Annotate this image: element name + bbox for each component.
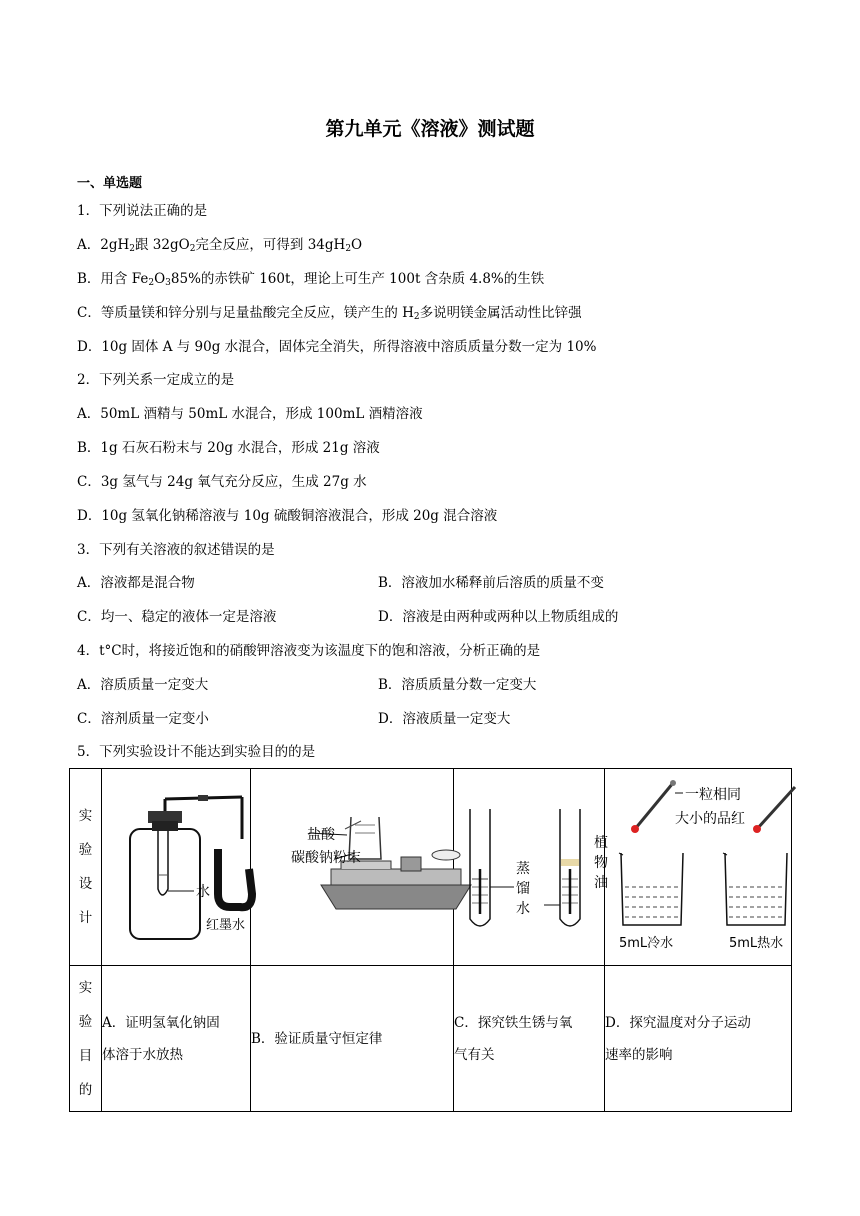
figure-c-test-tubes (454, 769, 608, 961)
q2-option-a: A．50mL 酒精与 50mL 水混合，形成 100mL 酒精溶液 (77, 406, 423, 422)
label-cold-water: 5mL冷水 (619, 936, 674, 951)
label-distilled-water-2: 馏 (516, 881, 530, 897)
figure-a-apparatus (102, 769, 251, 961)
figure-c-cell (454, 769, 608, 966)
purpose-d: D．探究温度对分子运动 速率的影响 (605, 966, 792, 1112)
label-plant-oil-3: 油 (594, 875, 608, 891)
q2-option-c: C．3g 氢气与 24g 氧气充分反应，生成 27g 水 (77, 474, 367, 490)
purpose-a: A．证明氢氧化钠固 体溶于水放热 (102, 966, 251, 1112)
label-red-dye-1: 一粒相同 (685, 787, 741, 803)
experiment-table (69, 768, 792, 1112)
q4-option-a: A．溶质质量一定变大 (77, 677, 209, 693)
label-water: 水 (196, 884, 210, 900)
purpose-b: B．验证质量守恒定律 (251, 966, 454, 1112)
q1-option-c: C．等质量镁和锌分别与足量盐酸完全反应，镁产生的 $H_2$多说明镁金属活动性比锌强 (77, 305, 582, 322)
row-label-purpose: 实 验 目 的 (70, 966, 102, 1112)
q4-option-b: B．溶质质量分数一定变大 (378, 677, 537, 693)
q3-option-c: C．均一、稳定的液体一定是溶液 (77, 609, 277, 625)
label-distilled-water-3: 水 (516, 901, 530, 917)
q1-stem: 1．下列说法正确的是 (77, 203, 208, 219)
label-red-ink: 红墨水 (206, 918, 246, 933)
label-red-dye-2: 大小的品红 (675, 811, 745, 827)
q1-option-a: A．$2gH_2$跟 $32gO_2$完全反应，可得到 $34gH_2O$ (77, 237, 363, 254)
q3-option-b: B．溶液加水稀释前后溶质的质量不变 (378, 575, 604, 591)
q3-option-d: D．溶液是由两种或两种以上物质组成的 (378, 609, 619, 625)
figure-d-cell (605, 769, 792, 966)
figure-a-cell (102, 769, 251, 966)
q4-stem: 4．t°C时，将接近饱和的硝酸钾溶液变为该温度下的饱和溶液，分析正确的是 (77, 643, 541, 659)
q2-stem: 2．下列关系一定成立的是 (77, 372, 235, 388)
q2-option-b: B．1g 石灰石粉末与 20g 水混合，形成 21g 溶液 (77, 440, 380, 456)
label-distilled-water-1: 蒸 (516, 861, 530, 877)
page-title: 第九单元《溶液》测试题 (325, 118, 535, 140)
label-hydrochloric-acid: 盐酸 (307, 827, 335, 843)
q5-stem: 5．下列实验设计不能达到实验目的的是 (77, 744, 316, 760)
purpose-c: C．探究铁生锈与氧 气有关 (454, 966, 605, 1112)
figure-d-beakers (605, 769, 792, 961)
q3-stem: 3．下列有关溶液的叙述错误的是 (77, 542, 275, 558)
figure-b-cell (251, 769, 454, 966)
q4-option-d: D．溶液质量一定变大 (378, 711, 511, 727)
label-hot-water: 5mL热水 (729, 936, 784, 951)
figure-b-balance (251, 769, 454, 961)
q3-option-a: A．溶液都是混合物 (77, 575, 195, 591)
table-row (70, 769, 792, 966)
label-plant-oil-2: 物 (594, 855, 608, 871)
row-label-design: 实 验 设 计 (70, 769, 102, 966)
table-row (70, 966, 792, 1112)
q2-option-d: D．10g 氢氧化钠稀溶液与 10g 硫酸铜溶液混合，形成 20g 混合溶液 (77, 508, 498, 524)
label-plant-oil-1: 植 (594, 835, 608, 851)
q1-option-b: B．用含 $Fe_2O_385\%$的赤铁矿 160t，理论上可生产 100t 含杂质 4.8%的生铁 (77, 271, 545, 288)
label-sodium-carbonate: 碳酸钠粉末 (291, 850, 361, 866)
q1-option-d: D．10g 固体 A 与 90g 水混合，固体完全消失，所得溶液中溶质质量分数一定为 10% (77, 339, 597, 355)
q4-option-c: C．溶剂质量一定变小 (77, 711, 209, 727)
section-heading: 一、单选题 (77, 176, 143, 191)
